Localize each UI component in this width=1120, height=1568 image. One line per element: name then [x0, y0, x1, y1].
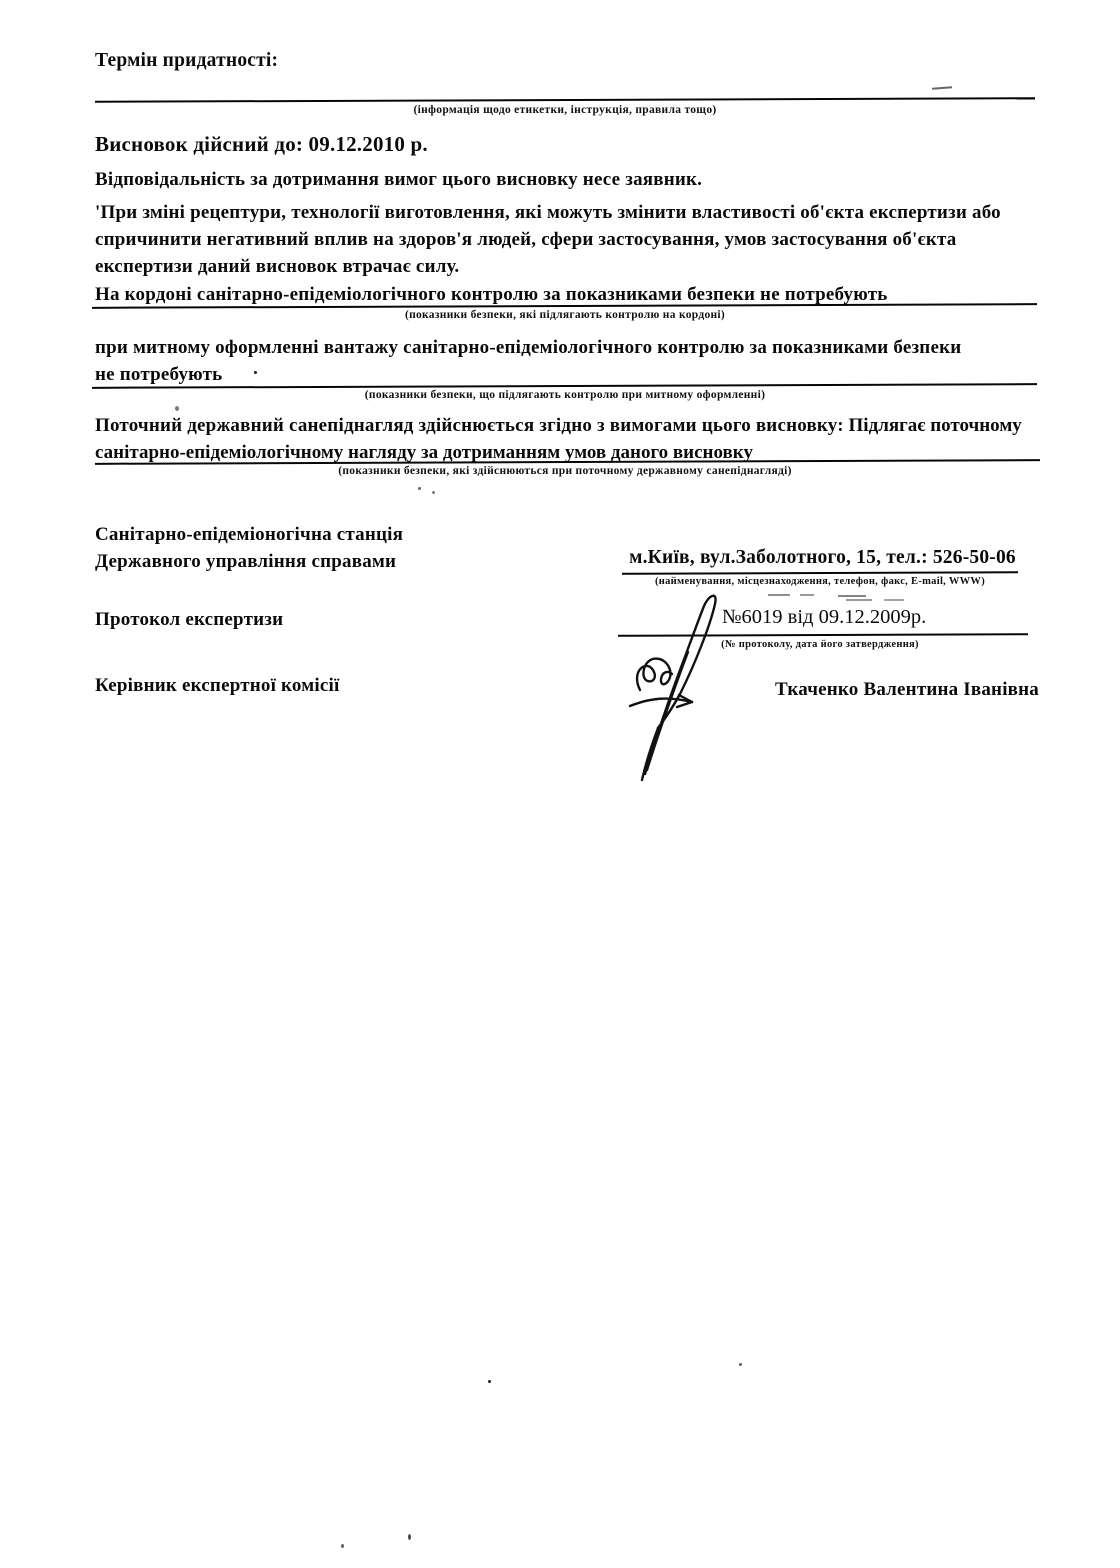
- head-label: Керівник експертної комісії: [95, 675, 340, 696]
- scan-artifact-dash: [768, 594, 790, 596]
- scan-artifact-dot: [739, 1363, 742, 1366]
- recipe-change-paragraph: 'При зміні рецептури, технології виготовлення, які можуть змінити властивості об'єкта експертизи або спричинити негативний вплив на здоров'я людей, сфери застосування, умов застосування об'єкта експертизи даний висновок втрачає силу.: [95, 202, 1001, 277]
- shelf-life-caption: (інформація щодо етикетки, інструкція, правила тощо): [413, 104, 717, 116]
- surveillance-value: Підлягає поточному санітарно-епідеміологічному нагляду за дотриманням умов даного висновку: [95, 415, 1022, 463]
- shelf-life-label: Термін придатності:: [95, 50, 279, 71]
- station-address: м.Київ, вул.Заболотного, 15, тел.: 526-50-06: [629, 547, 1016, 568]
- signature: [598, 578, 768, 788]
- scan-artifact-dash: [800, 594, 814, 596]
- scan-artifact-dot: [418, 487, 421, 490]
- protocol-value: №6019 від 09.12.2009р.: [722, 606, 927, 628]
- surveillance-paragraph: [95, 412, 1040, 466]
- protocol-caption: (№ протоколу, дата його затвердження): [721, 639, 919, 650]
- customs-line: при митному оформленні вантажу санітарно-епідеміологічного контролю за показниками безпеки не потребують: [95, 337, 962, 385]
- protocol-label: Протокол експертизи: [95, 609, 284, 630]
- scan-artifact-dash: [932, 86, 952, 89]
- scan-artifact-dot: [175, 406, 179, 411]
- scan-artifact-dash: [884, 599, 904, 601]
- head-name: Ткаченко Валентина Іванівна: [775, 679, 1039, 700]
- shelf-life-rule: [95, 97, 1035, 103]
- scan-artifact-dot: [341, 1544, 344, 1548]
- scan-artifact-dot: [488, 1380, 491, 1383]
- scan-artifact-dash: [838, 595, 866, 597]
- border-control-caption: (показники безпеки, які підлягають контролю на кордоні): [404, 309, 726, 321]
- station-caption: (найменування, місцезнаходження, телефон, факс, E-mail, WWW): [654, 576, 986, 587]
- validity-line: Висновок дійсний до: 09.12.2010 р.: [95, 132, 428, 156]
- responsibility-line: Відповідальність за дотримання вимог цього висновку несе заявник.: [95, 169, 703, 190]
- border-control-line: На кордоні санітарно-епідеміологічного контролю за показниками безпеки не потребують: [95, 284, 888, 305]
- surveillance-label: Поточний державний санепіднагляд здійснюється згідно з вимогами цього висновку:: [95, 415, 844, 436]
- scan-artifact-dot: [408, 1534, 411, 1540]
- station-name: Санітарно-епідеміоногічна станція Державного управління справами: [95, 524, 404, 572]
- station-rule: [622, 571, 1018, 575]
- customs-caption: (показники безпеки, що підлягають контролю при митному оформленні): [364, 389, 766, 401]
- scan-artifact-dot: [254, 371, 257, 374]
- surveillance-caption: (показники безпеки, які здійснюються при поточному державному санепіднагляді): [338, 465, 792, 477]
- scan-artifact-dot: [432, 491, 435, 494]
- scan-artifact-dash: [846, 599, 872, 601]
